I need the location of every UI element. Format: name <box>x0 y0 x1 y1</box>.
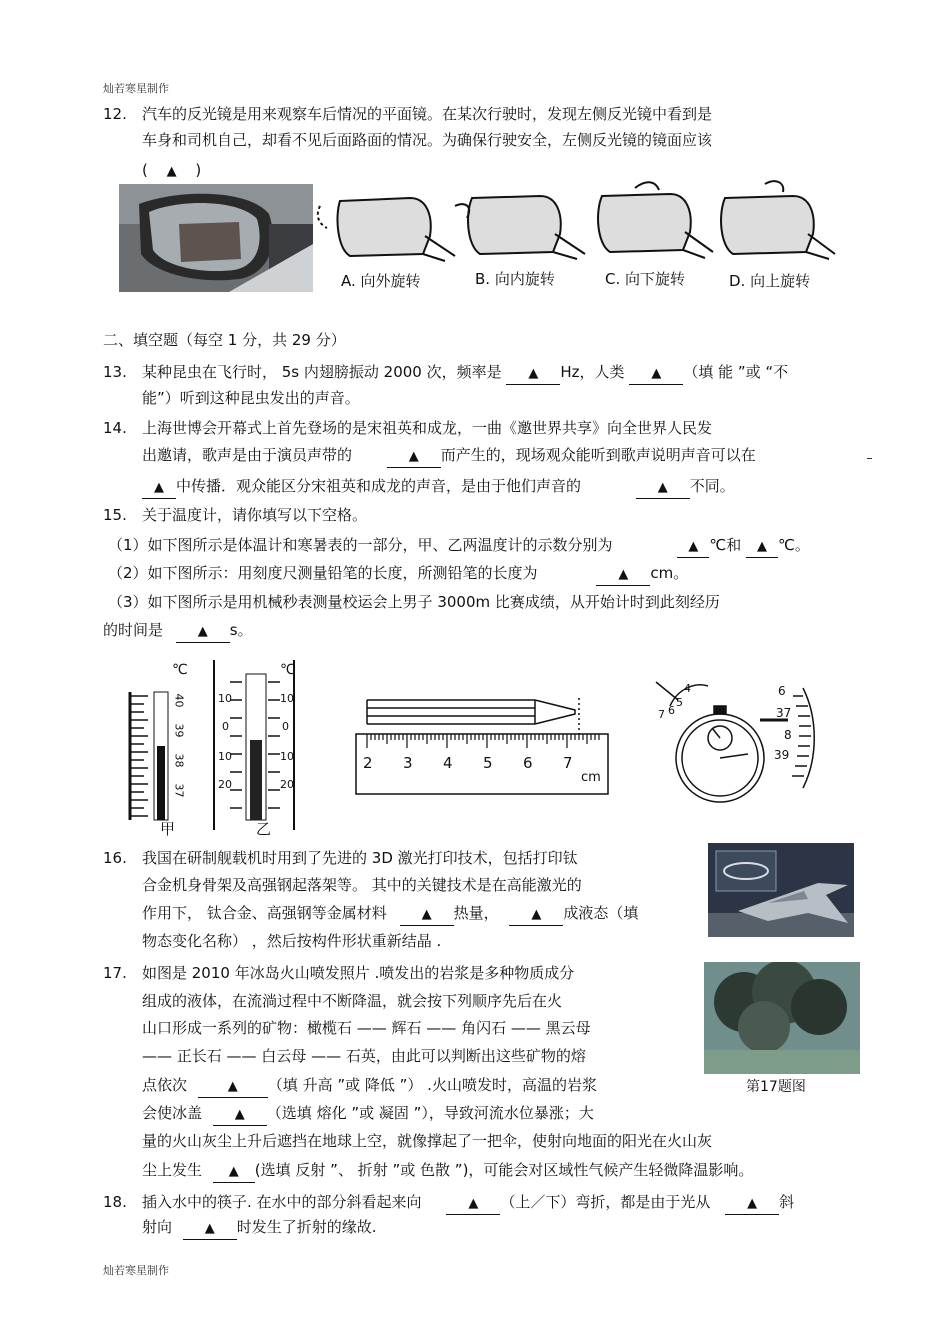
q15-blank-time[interactable] <box>176 620 230 643</box>
thermo-yi-label: 乙 <box>256 820 272 838</box>
page-header: 灿若寒星制作 <box>103 82 169 95</box>
q17-text-d: （选填 熔化 ”或 凝固 ”），导致河流水位暴涨；大 <box>266 1104 594 1122</box>
q15-part3-line2 <box>103 620 253 643</box>
q12-close-paren: ) <box>195 161 202 179</box>
volcano-image <box>704 962 860 1074</box>
q15-part1 <box>108 535 810 558</box>
q15-p2-text-b: cm。 <box>650 564 689 582</box>
q15-intro: 关于温度计，请你填写以下空格。 <box>142 506 368 524</box>
ruler-figure <box>355 686 610 796</box>
thermo-jia-tick-40: 40 <box>172 693 186 708</box>
ruler-tick-7: 7 <box>563 754 573 772</box>
q17-line8 <box>142 1160 753 1183</box>
blank-mark: ▲ <box>688 539 699 554</box>
ruler-pencil-drawing <box>355 686 610 796</box>
thermo-yi-unit: ℃ <box>280 662 296 678</box>
thermometer-figure <box>118 652 313 838</box>
q18-text-a: 插入水中的筷子. 在水中的部分斜看起来向 <box>142 1193 422 1211</box>
q17-number: 17. <box>103 964 127 982</box>
q17-text-e: 尘上发生 <box>142 1161 203 1179</box>
watch-scale-6: 6 <box>778 684 786 698</box>
thermo-yi-right-tick-2: 0 <box>282 720 289 733</box>
watch-small-dial-5: 5 <box>676 696 683 709</box>
thermometers-drawing <box>118 652 313 838</box>
q14-text-a: 出邀请，歌声是由于演员声带的 <box>142 446 353 464</box>
thermo-jia-tick-38: 38 <box>172 753 186 768</box>
q13-number: 13. <box>103 363 127 381</box>
blank-mark: ▲ <box>531 907 542 922</box>
q14-line3 <box>142 476 735 499</box>
q12-line1: 汽车的反光镜是用来观察车后情况的平面镜。在某次行驶时，发现左侧反光镜中看到是 <box>142 105 713 123</box>
q17-line5 <box>142 1075 597 1098</box>
q17-text-c: 会使冰盖 <box>142 1104 203 1122</box>
q16-line1: 我国在研制舰载机时用到了先进的 3D 激光打印技术，包括打印钛 <box>142 849 578 867</box>
q17-blank-ice[interactable] <box>213 1103 267 1126</box>
q18-blank-to[interactable] <box>183 1217 237 1240</box>
blank-mark: ▲ <box>204 1221 215 1236</box>
q17-text-b: （填 升高 ”或 降低 ”） .火山喷发时，高温的岩浆 <box>267 1076 597 1094</box>
q16-text-c: 成液态（填 <box>563 904 639 922</box>
q14-number: 14. <box>103 419 127 437</box>
blank-mark: ▲ <box>228 1164 239 1179</box>
blank-mark: ▲ <box>421 907 432 922</box>
q16-line3 <box>142 903 638 926</box>
q15-p3-text-b: 的时间是 <box>103 621 164 639</box>
thermo-yi-right-tick-1: 10 <box>280 692 294 705</box>
q14-text-c: 中传播．观众能区分宋祖英和成龙的声音，是由于他们声音的 <box>176 477 582 495</box>
q18-line2 <box>142 1217 377 1240</box>
q15-p2-text-a: （2）如下图所示：用刻度尺测量铅笔的长度，所测铅笔的长度为 <box>108 564 538 582</box>
q15-blank-yi[interactable] <box>746 535 778 558</box>
blank-mark: ▲ <box>408 449 419 464</box>
jet-photo <box>708 843 854 937</box>
watch-small-dial-7: 7 <box>658 708 665 721</box>
section-2-heading: 二、填空题（每空 1 分，共 29 分） <box>103 331 346 349</box>
blank-mark: ▲ <box>234 1107 245 1122</box>
ruler-tick-2: 2 <box>363 754 373 772</box>
thermo-yi-left-tick-3: 10 <box>218 750 232 763</box>
blank-mark: ▲ <box>197 624 208 639</box>
q15-blank-jia[interactable] <box>677 535 709 558</box>
page-footer: 灿若寒星制作 <box>103 1264 169 1277</box>
q14-line1: 上海世博会开幕式上首先登场的是宋祖英和成龙，一曲《邀世界共享》向全世界人民发 <box>142 419 713 437</box>
stopwatch-figure <box>648 678 820 806</box>
q18-blank-direction[interactable] <box>446 1192 500 1215</box>
q12-open-paren: ( <box>142 161 148 179</box>
ruler-tick-6: 6 <box>523 754 533 772</box>
q18-text-c: 斜 <box>779 1193 795 1211</box>
q17-text-f: (选填 反射 ”、 折射 ”或 色散 ”)，可能会对区域性气候产生轻微降温影响。 <box>254 1161 754 1179</box>
q17-line2: 组成的液体，在流淌过程中不断降温，就会按下列顺序先后在火 <box>142 992 563 1010</box>
q14-blank-vibration[interactable] <box>387 445 441 468</box>
q13-text-b: Hz，人类 <box>560 363 625 381</box>
q18-text-b: （上／下）弯折，都是由于光从 <box>500 1193 711 1211</box>
q16-blank-absorb[interactable] <box>400 903 454 926</box>
thermo-jia-tick-37: 37 <box>172 783 186 798</box>
jet-image <box>708 843 854 937</box>
q16-line4: 物态变化名称） ，然后按构件形状重新结晶 . <box>142 932 442 950</box>
q17-figure-caption: 第17题图 <box>746 1079 806 1095</box>
q18-number: 18. <box>103 1193 127 1211</box>
q12-line2: 车身和司机自己，却看不见后面路面的情况。为确保行驶安全，左侧反光镜的镜面应该 <box>142 131 713 149</box>
q12-answer-bracket <box>142 160 201 182</box>
ruler-tick-4: 4 <box>443 754 453 772</box>
q15-p3-text-c: s。 <box>229 621 253 639</box>
q15-part2 <box>108 563 688 586</box>
blank-mark: ▲ <box>756 539 767 554</box>
ruler-tick-5: 5 <box>483 754 493 772</box>
q17-blank-light[interactable] <box>213 1160 255 1183</box>
stopwatch-drawing <box>648 678 820 806</box>
watch-scale-8: 8 <box>784 728 792 742</box>
blank-mark: ▲ <box>227 1079 238 1094</box>
volcano-photo <box>704 962 860 1074</box>
q13-line2: 能”）听到这种昆虫发出的声音。 <box>142 389 360 407</box>
q18-text-e: 时发生了折射的缘故. <box>236 1218 377 1236</box>
q13-blank-frequency[interactable] <box>506 362 560 385</box>
thermo-yi-left-tick-4: 20 <box>218 778 232 791</box>
q14-blank-timbre[interactable] <box>636 476 690 499</box>
watch-scale-37: 37 <box>776 706 792 720</box>
thermo-jia-label: 甲 <box>160 820 176 838</box>
q15-p1-text-c: ℃。 <box>777 536 810 554</box>
q13-text-a: 某种昆虫在飞行时， 5s 内翅膀振动 2000 次，频率是 <box>142 363 502 381</box>
q14-text-b: 而产生的，现场观众能听到歌声说明声音可以在 <box>440 446 756 464</box>
watch-scale-39: 39 <box>774 748 790 762</box>
blank-mark: ▲ <box>528 366 539 381</box>
blank-mark: ▲ <box>657 480 668 495</box>
thermo-yi-left-tick-2: 0 <box>222 720 229 733</box>
q13-text-c: （填 能 ”或 “不 <box>683 363 789 381</box>
q12-number: 12. <box>103 105 127 123</box>
q17-line4: —— 正长石 —— 白云母 —— 石英，由此可以判断出这些矿物的熔 <box>142 1047 586 1065</box>
option-c-label: C. 向下旋转 <box>605 270 686 288</box>
thermo-yi-right-tick-4: 20 <box>280 778 294 791</box>
blank-mark: ▲ <box>468 1196 479 1211</box>
ruler-unit: cm <box>581 770 601 785</box>
thermo-yi-right-tick-3: 10 <box>280 750 294 763</box>
q14-blank-medium[interactable] <box>142 476 176 499</box>
option-b-label: B. 向内旋转 <box>475 270 555 288</box>
car-mirror-image <box>119 184 313 292</box>
option-d-label: D. 向上旋转 <box>729 272 811 290</box>
q15-number: 15. <box>103 506 127 524</box>
car-mirror-photo <box>119 184 313 292</box>
blank-mark: ▲ <box>747 1196 758 1211</box>
q17-line1: 如图是 2010 年冰岛火山喷发照片 .喷发出的岩浆是多种物质成分 <box>142 964 575 982</box>
q17-line7: 量的火山灰尘上升后遮挡在地球上空，就像撑起了一把伞，使射向地面的阳光在火山灰 <box>142 1132 713 1150</box>
q16-number: 16. <box>103 849 127 867</box>
watch-small-dial-4: 4 <box>684 682 691 695</box>
blank-mark: ▲ <box>618 567 629 582</box>
thermo-yi-left-tick-1: 10 <box>218 692 232 705</box>
q15-p1-text-a: （1）如下图所示是体温计和寒暑表的一部分，甲、乙两温度计的示数分别为 <box>108 536 613 554</box>
thermo-jia-tick-39: 39 <box>172 723 186 738</box>
q18-blank-from[interactable] <box>725 1192 779 1215</box>
q18-text-d: 射向 <box>142 1218 173 1236</box>
q16-text-a: 作用下， 钛合金、高强钢等金属材料 <box>142 904 387 922</box>
q17-line3: 山口形成一系列的矿物：橄榄石 —— 辉石 —— 角闪石 —— 黑云母 <box>142 1019 591 1037</box>
blank-mark: ▲ <box>651 366 662 381</box>
q18-line1 <box>142 1192 794 1215</box>
q17-text-a: 点依次 <box>142 1076 188 1094</box>
q15-p1-text-b: ℃和 <box>709 536 742 554</box>
q16-blank-melt[interactable] <box>509 903 563 926</box>
q13-blank-hear[interactable] <box>629 362 683 385</box>
q14-text-d: 不同。 <box>689 477 735 495</box>
q12-answer-blank[interactable]: ▲ <box>166 164 177 179</box>
q14-line2 <box>142 445 756 468</box>
q17-blank-melting-point[interactable] <box>198 1075 268 1098</box>
stray-mark <box>867 458 872 459</box>
thermo-jia-unit: ℃ <box>172 662 188 678</box>
mirror-options-figure <box>315 176 840 296</box>
q17-line6 <box>142 1103 594 1126</box>
blank-mark: ▲ <box>154 480 164 495</box>
option-a-label: A. 向外旋转 <box>341 272 421 290</box>
q16-line2: 合金机身骨架及高强钢起落架等。 其中的关键技术是在高能激光的 <box>142 876 582 894</box>
q15-blank-pencil-length[interactable] <box>596 563 650 586</box>
q15-part3-line1: （3）如下图所示是用机械秒表测量校运会上男子 3000m 比赛成绩，从开始计时到此刻经历 <box>108 593 720 611</box>
q16-text-b: 热量， <box>453 904 499 922</box>
ruler-tick-3: 3 <box>403 754 413 772</box>
watch-small-dial-6: 6 <box>668 704 675 717</box>
q13-line1 <box>142 362 788 385</box>
